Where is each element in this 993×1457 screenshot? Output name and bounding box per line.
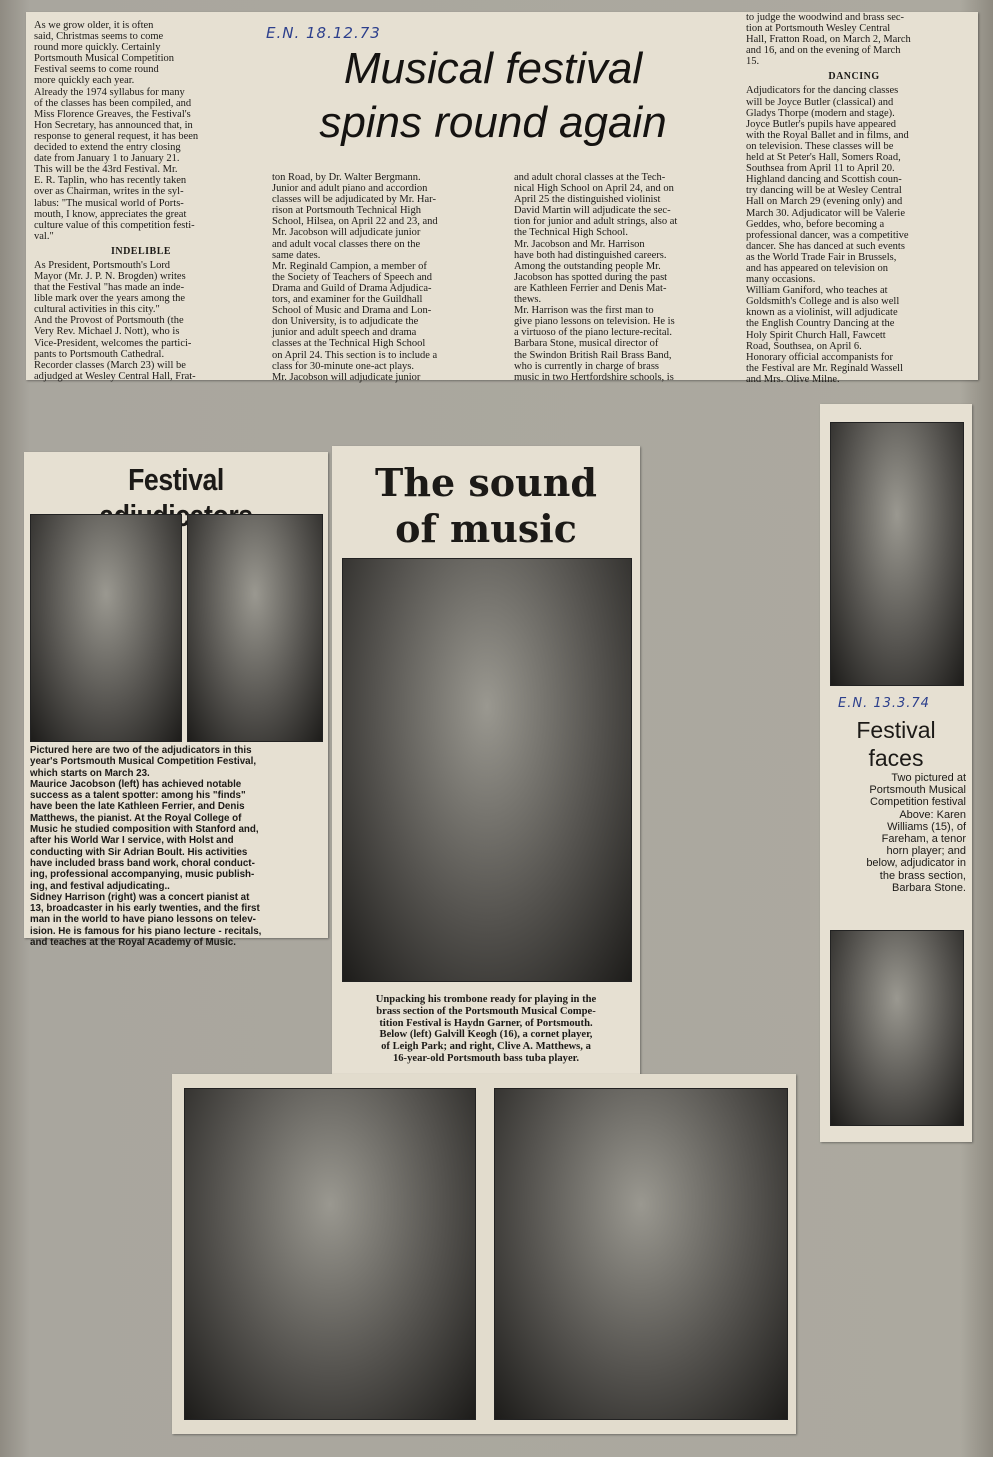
photo-caption: Two pictured at Portsmouth Musical Competition festival Above: Karen Williams (15), of Fareham, a tenor horn player; and below, adjudicator in the brass section, Barbara Stone. (866, 772, 966, 894)
article-festival-adjudicators (24, 452, 328, 949)
handwritten-date: E.N. 18.12.73 (266, 24, 381, 42)
headline (258, 42, 728, 150)
handwritten-date: E.N. 13.3.74 (838, 696, 930, 711)
article-column-3 (514, 172, 729, 383)
article-text-president: As President, Portsmouth's Lord Mayor (Mr. J. P. N. Brogden) writes that the Festival "has made an inde- lible mark over the years among the cultural activities in this city." And the Provost of Portsmouth (the Very Rev. Michael J. Nott), who is Vice-President, welcomes the partici- pants to Portsmouth Cathedral. Recorder classes (March 23) will be adjudged at Wesley Central Hall, Frat- (34, 259, 196, 382)
photo-tuba-player (494, 1088, 788, 1420)
headline-line-2: spins round again (319, 98, 667, 147)
photo-caption: Pictured here are two of the adjudicators in this year's Portsmouth Musical Competition Festival, which starts on March 23. Maurice Jacobson (left) has achieved notable success as a talent spotter: among his "finds" have been the late Kathleen Ferrier, and Denis Matthews, the pianist. At the Royal College of Music he studied composition with Stanford and, after his World War I service, with Holst and conducting with Sir Adrian Boult. His activities have included brass band work, choral conduct- ing, professional accompanying, music publish- ing, and festival adjudicating.. Sidney Harrison (right) was a concert pianist at 13, broadcaster in his early twenties, and the first man in the world to have piano lessons on telev- ision. He is famous for his piano lecture - recitals, and teaches at the Royal Academy of Music. (30, 745, 262, 949)
article-text-col-3: and adult choral classes at the Tech- nical High School on April 24, and on April 25 the distinguished violinist David Martin will adjudicate the sec- tion for junior and adult strings, also at the Technical High School. Mr. Jacobson and Mr. Harrison have both had distinguished careers. Among the outstanding people Mr. Jacobson has spotted during the past are Kathleen Ferrier and Denis Mat- thews. Mr. Harrison was the first man to give piano lessons on television. He is a virtuoso of the piano lecture-recital. Barbara Stone, musical director of the Swindon British Rail Brass Band, who is currently in charge of brass music in two Hertfordshire schools, is (514, 172, 678, 383)
article-column-2 (272, 172, 487, 383)
subheading-indelible: INDELIBLE (110, 245, 172, 257)
article-text-col-4-bottom: Adjudicators for the dancing classes will be Joyce Butler (classical) and Gladys Thorpe (modern and stage). Joyce Butler's pupils have appeared with the Royal Ballet and in films, and on television. These classes will be held at St Peter's Hall, Somers Road, Southsea from April 11 to April 20. Highland dancing and Scottish coun- try dancing will be at Wesley Central Hall on March 29 (evening only) and March 30. Adjudicator will be Valerie Geddes, who, before becoming a professional dancer, was a competitive dancer. She has danced at such events as the World Trade Fair in Brussels, and has appeared on television on many occasions. William Ganiford, who teaches at Goldsmith's College and is also well known as a violinist, will adjudicate the English Country Dancing at the Holy Spirit Church Hall, Fawcett Road, Southsea, on April 6. Honorary official accompanists for the Festival are Mr. Reginald Wassell and Mrs. Olive Milne. (746, 85, 909, 385)
headline (820, 716, 972, 772)
photo-trombone-player (342, 558, 632, 982)
photo-cornet-player (184, 1088, 476, 1420)
headline-line-1: The sound (375, 460, 597, 505)
headline-line-2: faces (868, 745, 924, 771)
photo-caption: Unpacking his trombone ready for playing in the brass section of the Portsmouth Musical Compe- tition Festival is Haydn Garner, of Portsmouth. Below (left) Galvill Keogh (16), a cornet player, of Leigh Park; and right, Clive A. Matthews, a 16-year-old Portsmouth bass tuba player. (375, 994, 597, 1064)
article-sound-of-music (332, 446, 640, 1078)
headline: Festival (128, 462, 224, 497)
photo-barbara-stone (830, 930, 964, 1126)
photo-sidney-harrison (187, 514, 323, 742)
subheading-dancing: DANCING (828, 71, 880, 83)
photo-karen-williams (830, 422, 964, 686)
headline-line-1: Festival (856, 717, 936, 743)
headline-line-2: of music (395, 506, 577, 551)
article-festival-faces (820, 404, 972, 1142)
article-text-intro: As we grow older, it is often said, Christmas seems to come round more quickly. Certainly Portsmouth Musical Competition Festival seems to come round more quickly each year. Already the 1974 syllabus for many of the classes has been compiled, and Miss Florence Greaves, the Festival's Hon Secretary, has announced that, in response to general request, it has been decided to extend the entry closing date from January 1 to January 21. This will be the 43rd Festival. Mr. E. R. Taplin, who has recently taken over as Chairman, writes in the syl- labus: "The musical world of Ports- mouth, I know, appreciates the great culture value of this competition festi- val." (34, 20, 199, 242)
article-column-4 (746, 12, 962, 385)
article-musical-festival (26, 12, 978, 385)
photo-strip-bottom (172, 1074, 796, 1434)
article-column-1 (34, 20, 248, 382)
headline-line-1: Musical festival (343, 44, 643, 93)
article-text-col-2: ton Road, by Dr. Walter Bergmann. Junior and adult piano and accordion classes will be adjudicated by Mr. Har- rison at Portsmouth Technical High School, Hilsea, on April 22 and 23, and Mr. Jacobson will adjudicate junior and adult vocal classes there on the same dates. Mr. Reginald Campion, a member of the Society of Teachers of Speech and Drama and Guild of Drama Adjudica- tors, and examiner for the Guildhall School of Music and Drama and Lon- don University, is to adjudicate the junior and adult speech and drama classes at the Technical High School on April 24. This section is to include a class for 30-minute one-act plays. Mr. Jacobson will adjudicate junior (272, 172, 438, 383)
headline (332, 460, 640, 552)
photo-maurice-jacobson (30, 514, 182, 742)
article-text-col-4-top: to judge the woodwind and brass sec- tion at Portsmouth Wesley Central Hall, Fratton Road, on March 2, March and 16, and on the evening of March 15. (746, 12, 911, 68)
